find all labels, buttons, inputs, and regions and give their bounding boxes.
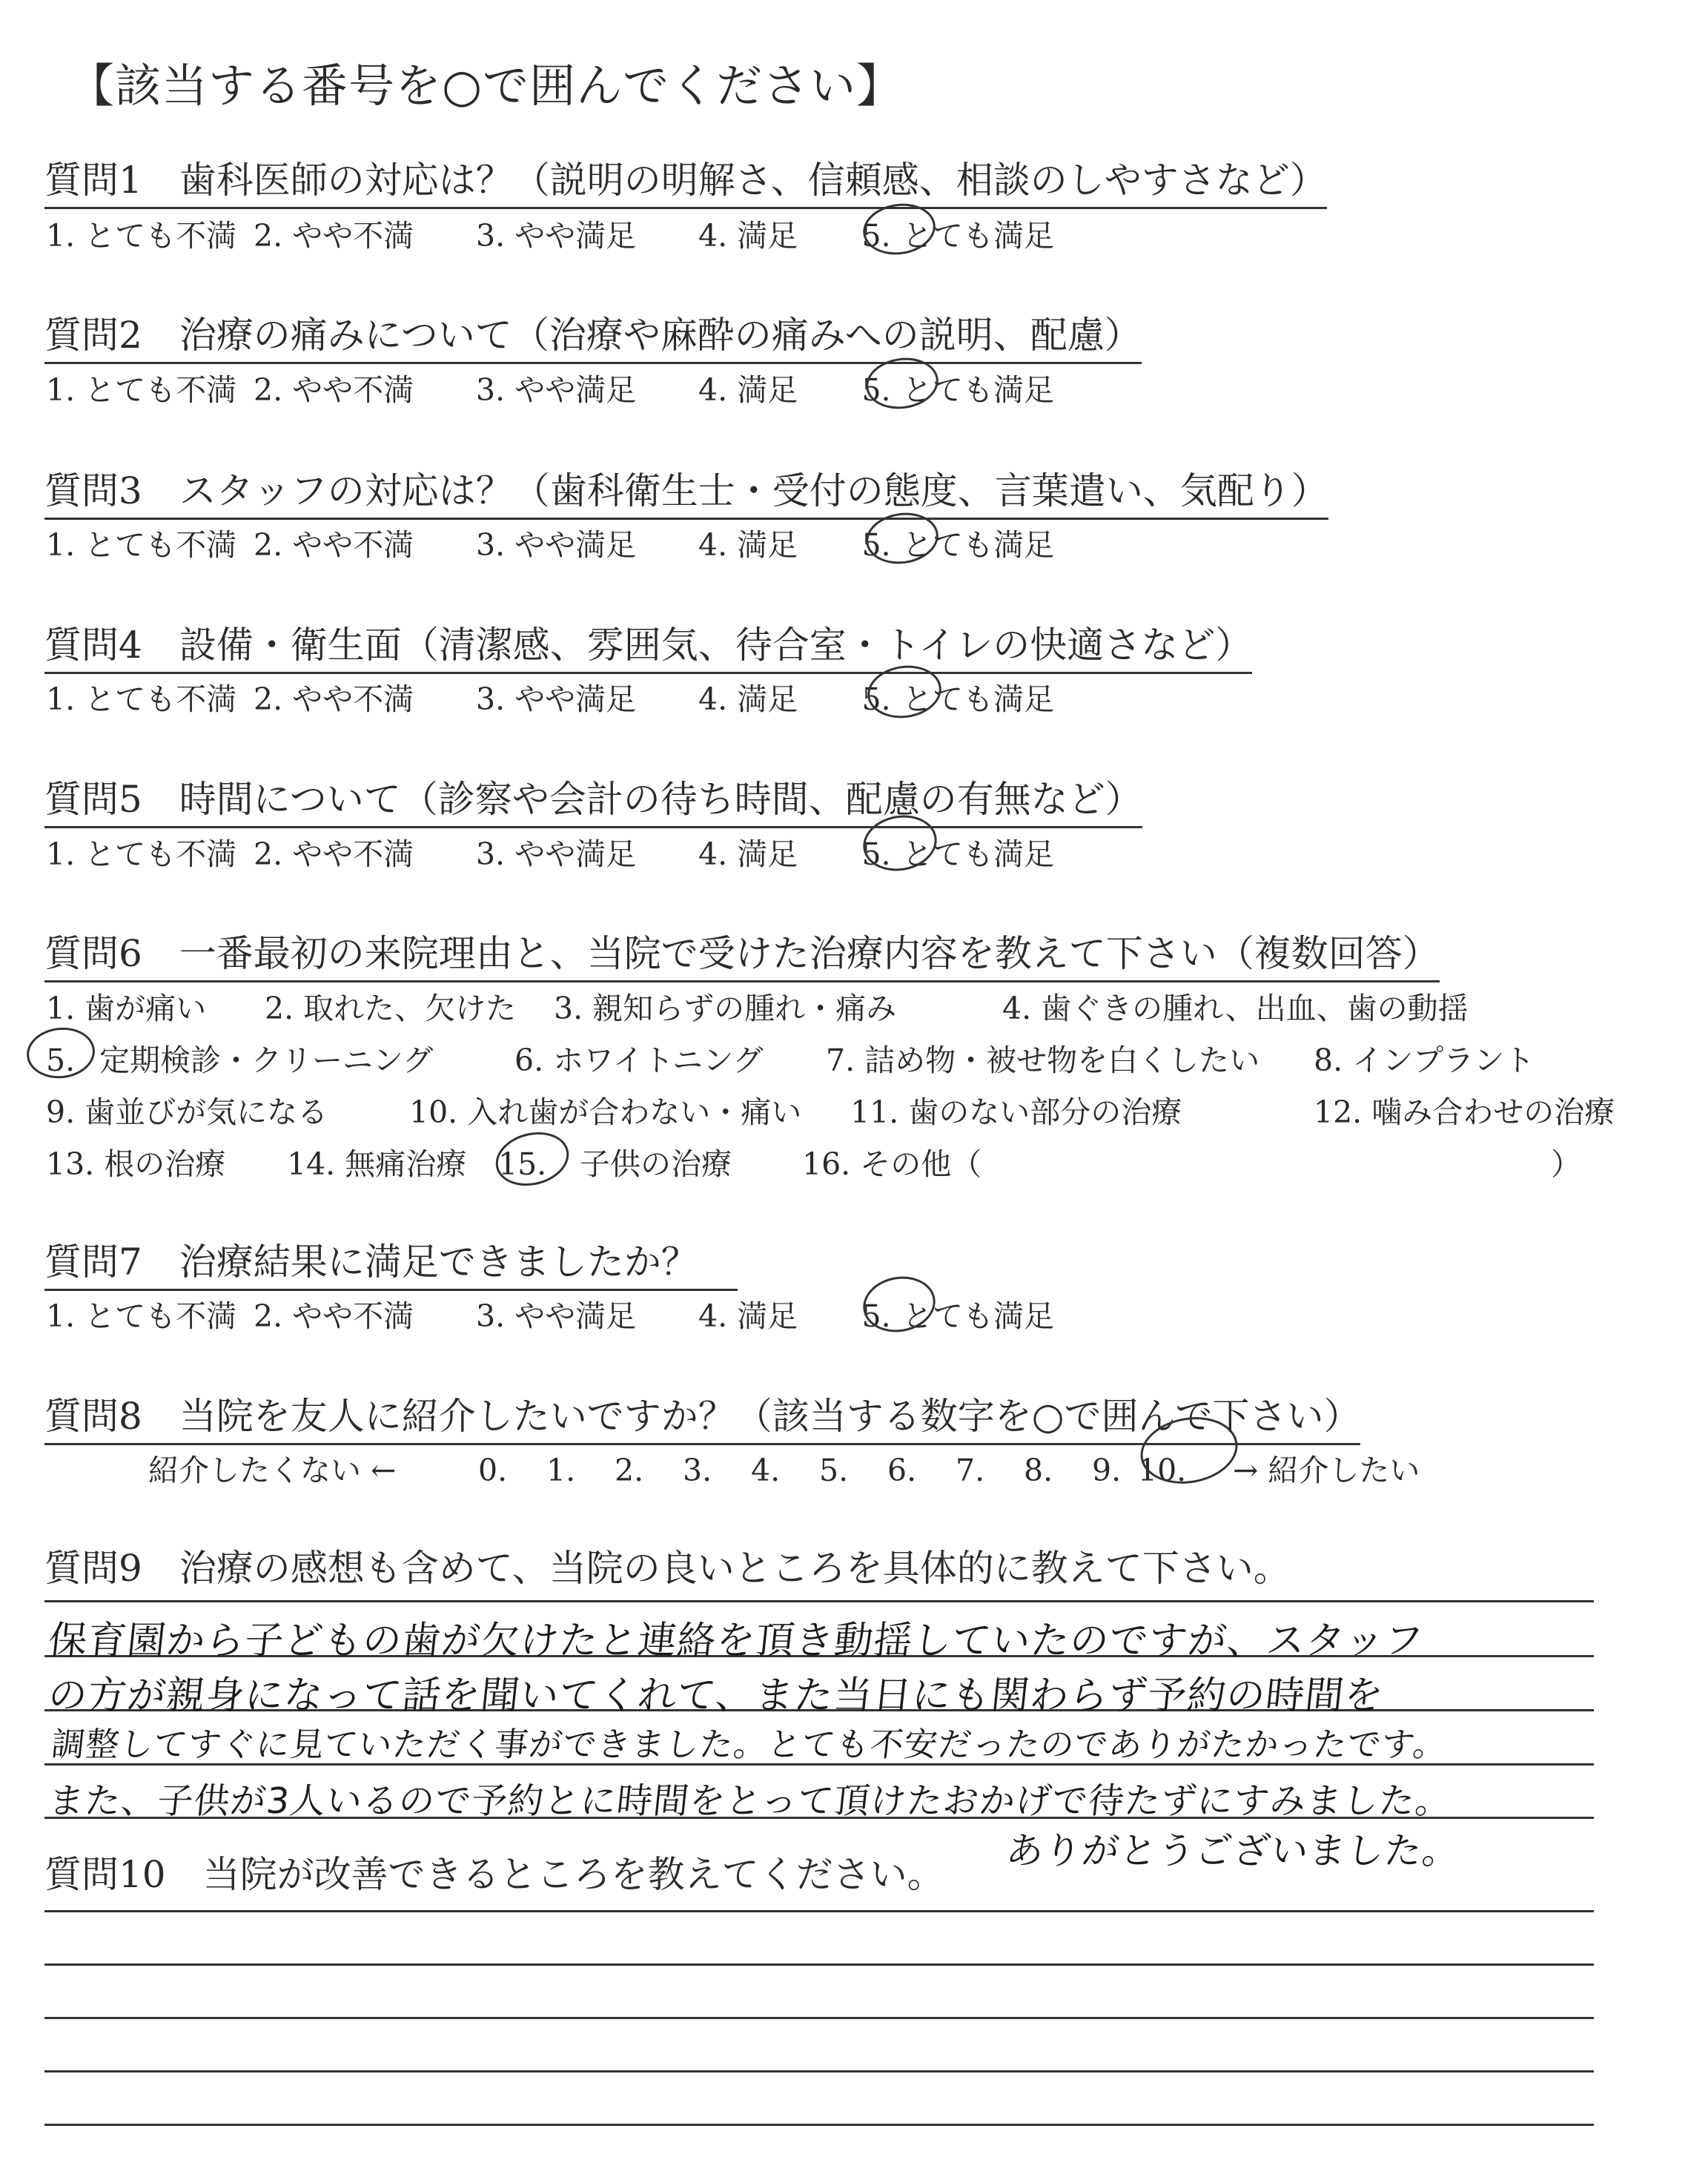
q9-answer-line-4: また、子供が3人いるので予約とに時間をとって頂けたおかげで待たずにすみました。 — [46, 1780, 1454, 1822]
reason-option[interactable]: 10. 入れ歯が合わない・痛い — [409, 1094, 802, 1130]
reason-option[interactable]: 13. 根の治療 — [46, 1146, 226, 1182]
option-5[interactable]: 5. — [861, 372, 891, 408]
option-3[interactable]: 3. やや満足 — [476, 681, 637, 717]
answer-line[interactable] — [44, 2070, 1594, 2073]
scale-left-label: 紹介したくない ← — [148, 1453, 397, 1488]
scale-number[interactable]: 7. — [956, 1453, 985, 1488]
ruled-line — [44, 1600, 1594, 1602]
question-9-title: 質問9 治療の感想も含めて、当院の良いところを具体的に教えて下さい。 — [44, 1547, 1291, 1590]
option-1[interactable]: 1. とても不満 — [46, 836, 237, 872]
q9-answer-line-2: の方が親身になって話を聞いてくれて、また当日にも関わらず予約の時間を — [46, 1674, 1386, 1718]
reason-option-15-number[interactable]: 15. — [498, 1146, 547, 1182]
question-5-title: 質問5 時間について（診察や会計の待ち時間、配慮の有無など） — [44, 770, 1142, 828]
option-2[interactable]: 2. やや不満 — [254, 836, 414, 872]
scale-number[interactable]: 2. — [615, 1453, 644, 1488]
reason-option[interactable]: 8. インプラント — [1314, 1043, 1535, 1078]
option-5-label: とても満足 — [902, 681, 1054, 717]
question-2-title: 質問2 治療の痛みについて（治療や麻酔の痛みへの説明、配慮） — [44, 305, 1142, 364]
option-3[interactable]: 3. やや満足 — [476, 218, 637, 254]
reason-option[interactable]: 11. 歯のない部分の治療 — [850, 1094, 1182, 1130]
option-2[interactable]: 2. やや不満 — [254, 218, 414, 254]
scale-number[interactable]: 5. — [819, 1453, 849, 1488]
question-6-row-3 — [46, 1088, 1615, 1132]
question-6-title: 質問6 一番最初の来院理由と、当院で受けた治療内容を教えて下さい（複数回答） — [44, 924, 1440, 982]
reason-option[interactable]: 14. 無痛治療 — [287, 1146, 467, 1182]
option-1[interactable]: 1. とても不満 — [46, 681, 237, 717]
option-2[interactable]: 2. やや不満 — [254, 372, 414, 408]
option-5-label: とても満足 — [902, 836, 1054, 872]
scale-number[interactable]: 3. — [683, 1453, 712, 1488]
scale-number[interactable]: 0. — [478, 1453, 508, 1488]
option-2[interactable]: 2. やや不満 — [254, 1298, 414, 1334]
option-4[interactable]: 4. 満足 — [698, 372, 798, 408]
option-4[interactable]: 4. 満足 — [698, 836, 798, 872]
reason-option[interactable]: 12. 噛み合わせの治療 — [1314, 1094, 1615, 1130]
option-4[interactable]: 4. 満足 — [698, 527, 798, 563]
scale-number[interactable]: 8. — [1024, 1453, 1053, 1488]
q9-answer-line-1: 保育園から子どもの歯が欠けたと連絡を頂き動揺していたのですが、スタッフ — [46, 1619, 1426, 1663]
option-3[interactable]: 3. やや満足 — [476, 527, 637, 563]
option-4[interactable]: 4. 満足 — [698, 681, 798, 717]
reason-option[interactable]: 7. 詰め物・被せ物を白くしたい — [826, 1043, 1260, 1078]
reason-option-other[interactable]: 16. その他（ — [802, 1146, 982, 1182]
q9-answer-line-5: ありがとうございました。 — [1004, 1829, 1463, 1872]
question-6-row-1 — [46, 984, 1469, 1028]
option-3[interactable]: 3. やや満足 — [476, 372, 637, 408]
scale-number[interactable]: 4. — [751, 1453, 781, 1488]
reason-option[interactable]: 3. 親知らずの腫れ・痛み — [554, 991, 897, 1026]
form-heading: 【該当する番号を○で囲んでください】 — [68, 59, 904, 113]
reason-option-5-label[interactable]: 定期検診・クリーニング — [99, 1043, 434, 1078]
option-5[interactable]: 5. — [861, 681, 891, 717]
scale-number[interactable]: 1. — [546, 1453, 576, 1488]
reason-option[interactable]: 6. ホワイトニング — [514, 1043, 764, 1078]
reason-option[interactable]: 2. 取れた、欠けた — [265, 991, 517, 1026]
question-8-title: 質問8 当院を友人に紹介したいですか？（該当する数字を○で囲んで下さい） — [44, 1387, 1360, 1445]
question-10-title: 質問10 当院が改善できるところを教えてください。 — [44, 1853, 944, 1896]
option-5-label: とても満足 — [902, 527, 1054, 563]
answer-line[interactable] — [44, 2017, 1594, 2019]
option-5-label: とても満足 — [902, 372, 1054, 408]
option-2[interactable]: 2. やや不満 — [254, 527, 414, 563]
question-3-title: 質問3 スタッフの対応は？（歯科衛生士・受付の態度、言葉遣い、気配り） — [44, 461, 1328, 520]
reason-option[interactable]: 9. 歯並びが気になる — [46, 1094, 328, 1130]
option-1[interactable]: 1. とても不満 — [46, 218, 237, 254]
option-5-label: とても満足 — [902, 1298, 1054, 1334]
scale-number-10[interactable]: 10. — [1138, 1453, 1187, 1488]
option-3[interactable]: 3. やや満足 — [476, 1298, 637, 1334]
reason-option[interactable]: 4. 歯ぐきの腫れ、出血、歯の動揺 — [1002, 991, 1469, 1026]
scale-number[interactable]: 9. — [1092, 1453, 1122, 1488]
option-4[interactable]: 4. 満足 — [698, 218, 798, 254]
option-5[interactable]: 5. — [861, 836, 891, 872]
option-4[interactable]: 4. 満足 — [698, 1298, 798, 1334]
reason-option-5-number[interactable]: 5. — [46, 1043, 76, 1078]
scale-right-label: → 紹介したい — [1233, 1453, 1420, 1488]
option-5[interactable]: 5. — [861, 1298, 891, 1334]
other-close-paren: ） — [1551, 1146, 1581, 1182]
reason-option[interactable]: 1. 歯が痛い — [46, 991, 207, 1026]
question-6-row-2 — [46, 1036, 1535, 1080]
option-1[interactable]: 1. とても不満 — [46, 372, 237, 408]
question-1-title: 質問1 歯科医師の対応は？（説明の明解さ、信頼感、相談のしやすさなど） — [44, 151, 1327, 209]
option-1[interactable]: 1. とても不満 — [46, 527, 237, 563]
scale-number[interactable]: 6. — [887, 1453, 917, 1488]
question-4-title: 質問4 設備・衛生面（清潔感、雰囲気、待合室・トイレの快適さなど） — [44, 615, 1252, 674]
option-3[interactable]: 3. やや満足 — [476, 836, 637, 872]
answer-line[interactable] — [44, 1964, 1594, 1966]
question-7-title: 質問7 治療結果に満足できましたか？ — [44, 1232, 738, 1291]
option-2[interactable]: 2. やや不満 — [254, 681, 414, 717]
option-1[interactable]: 1. とても不満 — [46, 1298, 237, 1334]
option-5[interactable]: 5. — [861, 527, 891, 563]
q9-answer-line-3: 調整してすぐに見ていただく事ができました。とても不安だったのでありがたかったです。 — [49, 1725, 1449, 1764]
option-5[interactable]: 5. — [861, 218, 891, 254]
question-6-row-4 — [46, 1140, 1603, 1183]
answer-line[interactable] — [44, 1910, 1594, 1912]
answer-line[interactable] — [44, 2124, 1594, 2126]
option-5-label: とても満足 — [902, 218, 1054, 254]
reason-option-15-label[interactable]: 子供の治療 — [580, 1146, 732, 1182]
